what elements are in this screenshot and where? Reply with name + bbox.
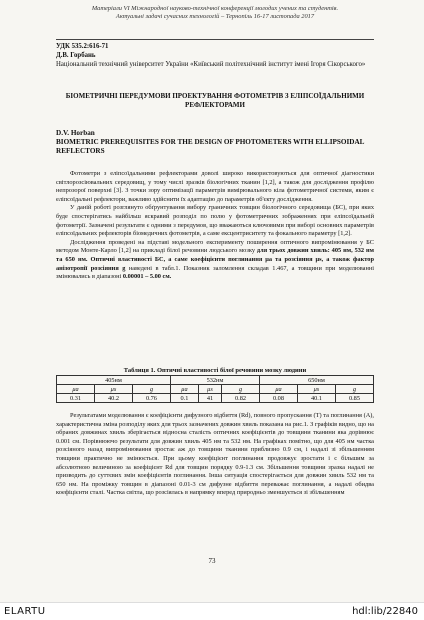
title-ukrainian: БІОМЕТРИЧНІ ПЕРЕДУМОВИ ПРОЕКТУВАННЯ ФОТОМЕТРІВ З ЕЛІПСОЇДАЛЬНИМИ РЕФЛЕКТОРАМИ: [65, 92, 365, 109]
viewer-footer: [0, 603, 424, 620]
title-english: BIOMETRIC PREREQUISITES FOR THE DESIGN OF PHOTOMETERS WITH ELLIPSOIDAL REFLECTORS: [56, 138, 365, 155]
table-param-cell: μs: [94, 385, 132, 394]
repository-name: ELARTU: [4, 606, 46, 617]
paragraph: [56, 239, 374, 282]
table-param-cell: μa: [170, 385, 198, 394]
udk-code: УДК 535.2:616-71: [56, 43, 109, 50]
table-cell: 0.31: [57, 394, 95, 403]
table-row: [57, 394, 374, 403]
paragraph-bold-text: 0.00001 – 5.00 см.: [122, 273, 172, 281]
header-line-1: Матеріали VI Міжнародної науково-технічної конференції молодих учених та студентів.: [91, 5, 339, 12]
table-param-row: [57, 385, 374, 394]
author-ukrainian: Д.В. Горбань: [56, 52, 96, 59]
table-param-cell: μs: [198, 385, 221, 394]
table-caption: Таблиця 1. Оптичні властивості білої речовини мозку людини: [123, 367, 307, 374]
page-number: 73: [208, 557, 216, 565]
table-param-cell: g: [132, 385, 170, 394]
handle-identifier[interactable]: hdl:lib/22840: [352, 606, 418, 617]
table-cell: 0.85: [335, 394, 373, 403]
table-param-cell: μs: [297, 385, 335, 394]
paragraph: Фотометри з еліпсоїдальними рефлекторами доволі широко використовуються для оптичної діагностики світлорозсіювальних середовищ, у тому числі зразків біологічних тканин [1,2], а також для дослідження профілю непрозорої поверхні [3]. З точки зору оптимізації параметрів вимірювального кіла фотометричної системи, яким є еліпсоїдальні рефлектори, важливо здійснити їх адаптацію до параметрів об'єкту дослідження.: [56, 170, 374, 203]
table-param-cell: μa: [57, 385, 95, 394]
table-header-cell: 532нм: [170, 376, 259, 385]
body-text: [56, 170, 374, 282]
table-cell: 0.82: [222, 394, 260, 403]
header-line-2: Актуальні задачі сучасних технологій – Тернопіль 16-17 листопада 2017: [115, 13, 315, 21]
table-cell: 0.1: [170, 394, 198, 403]
paragraph-text: наведені в табл.1. Показник заломлення складав 1.467, а товщини при моделюванні змінювались в діапазоні: [56, 264, 374, 281]
running-header: [56, 5, 374, 21]
paragraph-bold-text: для трьох довжин хвиль: 405 нм, 532 нм та 650 нм. Оптичні властивості БС, а саме коефіцієнти поглинання μa та розсіяння μs, а також фактор анізотропії розсіяння g: [56, 247, 374, 272]
paragraph-text: Дослідження проведені на підставі модельного експерименту поширення оптичного випромінювання у БС методом Монте-Карло [1,2] на прикладі білої речовини людського мозку: [56, 238, 374, 255]
table-header-cell: 405нм: [57, 376, 171, 385]
table-param-cell: μa: [259, 385, 297, 394]
author-english: D.V. Horban: [56, 129, 95, 137]
paragraph: Результатами моделювання є коефіцієнти дифузного відбиття (Rd), повного пропускання (T) та поглинання (A), характеристична зміна розподілу яких для трьох зазначених довжин хвиль показана на рис.1. З графіків видно, що на обраних довжинах хвиль зберігається відносна сталість оптичних коефіцієнтів до товщини тканини яка дорівнює 0.001 см. Порівнюючо результати для довжин хвиль 405 нм та 532 нм. На графіках помітно, що для 405 нм частка розсіяного назад випромінювання зростає аж до товщини тканини приблизно 0.9 см, і надалі зі збільшенням товщини практично не змінюється. При цьому коефіцієнт поглинання продовжує зростати і с більшим за абсолютною величиною за коефіцієнт Rd для товщин порядку 0.9-1.3 см. Збільшення товщини зразка надалі не призводить до суттєвих змін коефіцієнтів поглинання. Інша ситуація спостерігається для довжин хвиль 532 нм та 650 нм. На проміжку товщин в діапазоні 0.01-3 см дифузне відбиття переважає поглинання, а надалі обидва коефіцієнти сталі. Частка світла, що розсіялась в напрямку вперед природньо зменшується зі збільшенням: [56, 412, 374, 497]
optical-properties-table: [56, 375, 374, 403]
table-cell: 40.2: [94, 394, 132, 403]
table-cell: 0.08: [259, 394, 297, 403]
header-divider: [56, 39, 374, 40]
table-param-cell: g: [335, 385, 373, 394]
table-cell: 0.76: [132, 394, 170, 403]
table-cell: 40.1: [297, 394, 335, 403]
paragraph: У даній роботі розглянуто обґрунтування вибору граничних товщин біологічного середовища (БС), при яких буде спостерігатись найбільш яскравий розподіл по полю у фотометричних зображеннях при еліпсоїдальній фотометрії. Зазначені результати є одними з передумов, що вважаються ключовими при виборі основних параметрів еліпсоїдальних рефлекторів біомедичних фотометрів, а саме ексцентриситету та фокального параметру [1,2].: [56, 204, 374, 238]
table-header-cell: 650нм: [259, 376, 373, 385]
affiliation-ukrainian: Національний технічний університет України «Київський політехнічний інститут імені Ігоря Сікорського»: [56, 61, 366, 68]
table-header-row: [57, 376, 374, 385]
table-cell: 41: [198, 394, 221, 403]
table-param-cell: g: [222, 385, 260, 394]
body-text-continued: [56, 412, 374, 498]
